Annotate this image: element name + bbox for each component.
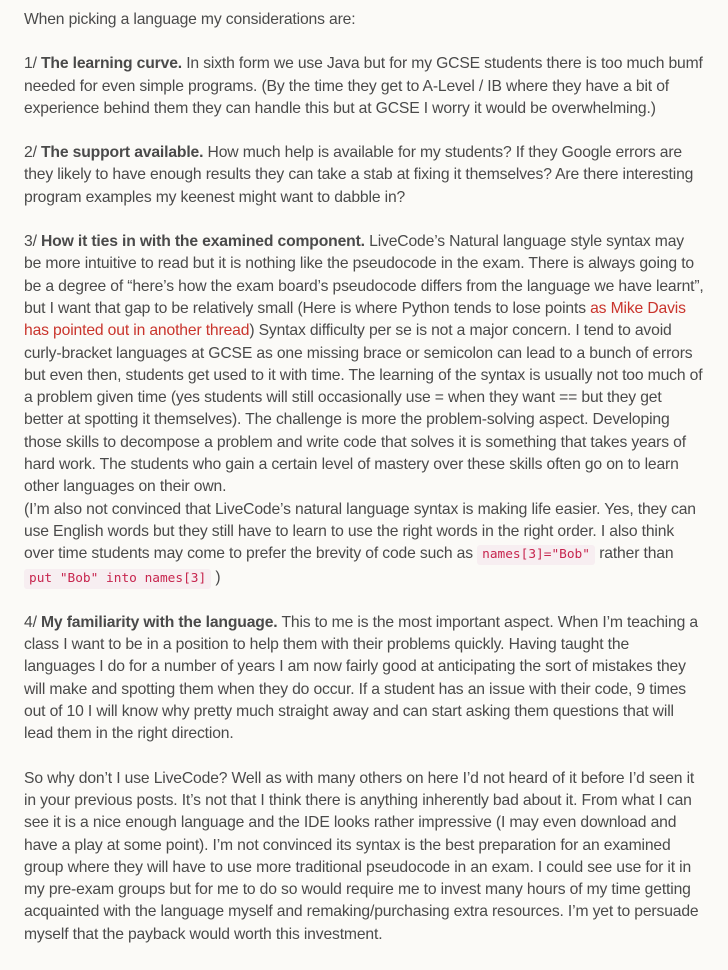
text-run: 1/ [24,55,41,73]
text-run: ) [211,568,221,586]
bold-lead-in: The learning curve. [41,55,182,73]
paragraph-point-4 [24,612,704,746]
text-run: 2/ [24,144,41,162]
text-run: (I’m also not convinced that LiveCode’s natural language syntax is making life easier. Yes, they can use English words but they still have to learn to use the right words in the right order. I also think over time students may come to prefer the brevity of code such as [24,500,696,563]
paragraph-point-3 [24,231,704,590]
inline-code: names[3]="Bob" [477,545,595,565]
inline-link-mike-davis-thread[interactable]: as Mike Davis has pointed out in another thread [24,299,686,340]
paragraph-point-1 [24,53,704,120]
bold-lead-in: How it ties in with the examined component. [41,233,365,251]
bold-lead-in: The support available. [41,144,204,162]
text-run: rather than [594,545,674,563]
text-run: In sixth form we use Java but for my GCSE students there is too much bumf needed for even simple programs. (By the time they get to A-Level / IB where they have a bit of experience behind them they can handle this but at GCSE I worry it would be overwhelming.) [24,55,703,117]
paragraph-conclusion [24,768,704,946]
text-run: This to me is the most important aspect. When I’m teaching a class I want to be in a position to help them with their problems quickly. Having taught the languages I do for a number of years I am now fairly good at anticipating the sort of mistakes they will make and spotting them when they do occur. If a student has an issue with their code, 9 times out of 10 I will know why pretty much straight away and can start asking them questions that will lead them in the right direction. [24,613,698,743]
text-run: How much help is available for my students? If they Google errors are they likely to have enough results they can take a stab at fixing it themselves? Are there interesting program examples my keenest might want to dabble in? [24,144,694,206]
inline-code: put "Bob" into names[3] [24,569,211,589]
text-run: 4/ [24,613,41,631]
paragraph-intro [24,9,704,31]
text-run: So why don’t I use LiveCode? Well as with many others on here I’d not heard of it before I’d seen it in your previous posts. It’s not that I think there is anything inherently bad about it. From what I can see it is a nice enough language and the IDE looks rather impressive (I may even download and have a play at some point). I’m not convinced its syntax is the best preparation for an examined group where they will have to use more traditional pseudocode in an exam. I could see use for it in my pre-exam groups but for me to do so would require me to invest many hours of my time getting acquainted with the language myself and remaking/purchasing extra resources. I’m yet to persuade myself that the payback would worth this investment. [24,769,699,943]
text-run: LiveCode’s Natural language style syntax may be more intuitive to read but it is nothing like the pseudocode in the exam. There is always going to be a degree of “here’s how the exam board’s pseudocode differs from the language we have learnt”, but I want that gap to be relatively small (Here is where Python tends to lose points [24,233,704,317]
text-run: 3/ [24,233,41,251]
text-run: When picking a language my considerations are: [24,11,356,28]
paragraph-point-2 [24,142,704,209]
text-run: ) Syntax difficulty per se is not a major concern. I tend to avoid curly-bracket languages at GCSE as one missing brace or semicolon can lead to a bunch of errors but even then, students get used to it with time. The learning of the syntax is usually not too much of a problem given time (yes students will still occasionally use = when they want == but they get better at spotting it themselves). The challenge is more the problem-solving aspect. Developing those skills to decompose a problem and write code that solves it is something that takes years of hard work. The students who gain a certain level of mastery over these skills often go on to learn other languages on their own. [24,322,703,496]
bold-lead-in: My familiarity with the language. [41,613,278,631]
